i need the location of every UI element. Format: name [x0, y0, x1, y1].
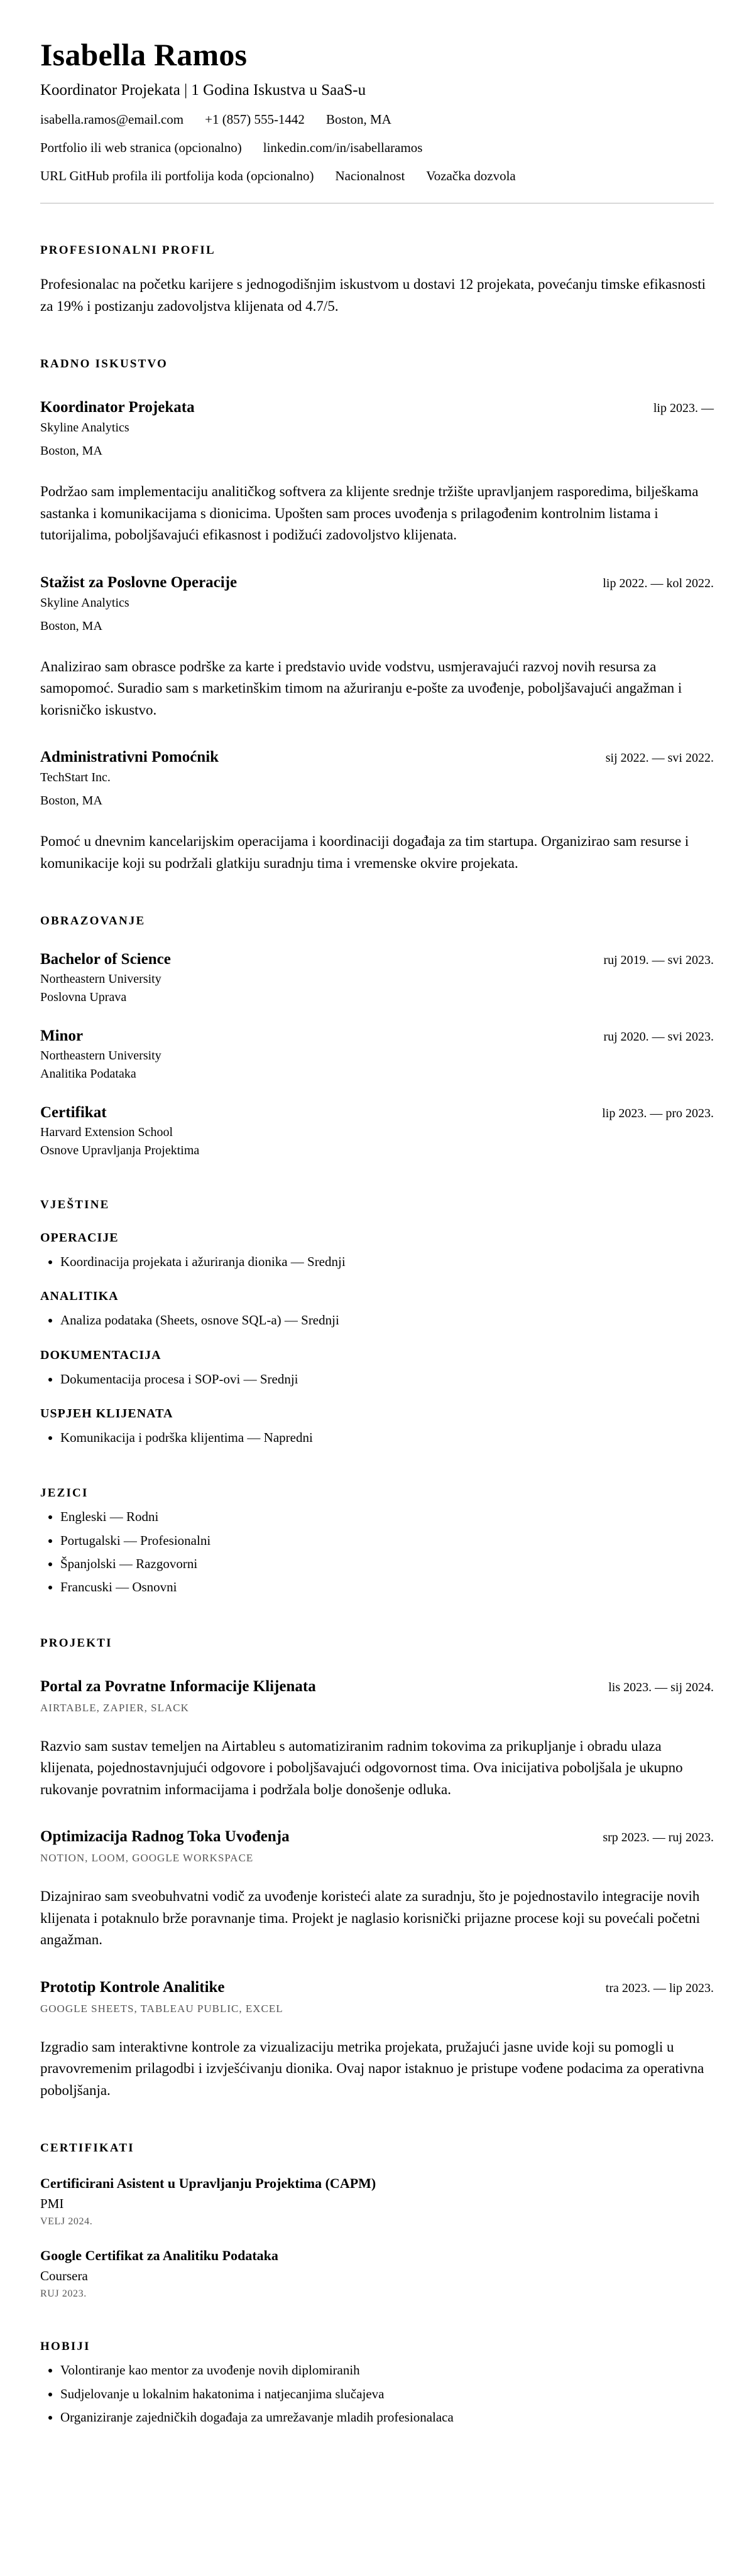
degree-title: Bachelor of Science — [40, 951, 171, 968]
project-dates: srp 2023. — ruj 2023. — [603, 1831, 714, 1845]
field-of-study: Poslovna Uprava — [40, 990, 127, 1004]
project-title: Optimizacija Radnog Toka Uvođenja — [40, 1828, 290, 1846]
language-item: • Portugalski — Profesionalni — [60, 1532, 714, 1549]
job-location: Boston, MA — [40, 619, 102, 633]
entry-head — [40, 1104, 714, 1122]
job-title: Koordinator Projekata — [40, 399, 195, 416]
job-title: Administrativni Pomoćnik — [40, 749, 219, 766]
degree-title: Minor — [40, 1027, 84, 1044]
hobby-item: • Sudjelovanje u lokalnim hakatonima i natjecanjima slučajeva — [60, 2385, 714, 2403]
certificate-title: Google Certifikat za Analitiku Podataka — [40, 2248, 278, 2264]
entry-head — [40, 1027, 714, 1045]
language-item: • Engleski — Rodni — [60, 1508, 714, 1525]
job-dates: lip 2023. — — [653, 401, 714, 415]
job-location: Boston, MA — [40, 794, 102, 808]
section-hobbies — [40, 2340, 714, 2426]
project-dates: lis 2023. — sij 2024. — [608, 1680, 714, 1694]
contact-row-2 — [40, 140, 714, 156]
person-name: Isabella Ramos — [40, 37, 248, 72]
job-company: Skyline Analytics — [40, 421, 129, 435]
skills-category — [40, 1231, 714, 1270]
language-item: • Francuski — Osnovni — [60, 1578, 714, 1596]
skill-item: • Analiza podataka (Sheets, osnove SQL-a) — Srednji — [60, 1311, 714, 1329]
certificate-entry — [40, 2248, 714, 2300]
skill-item: • Dokumentacija procesa i SOP-ovi — Srednji — [60, 1370, 714, 1388]
degree-dates: lip 2023. — pro 2023. — [602, 1107, 714, 1120]
entry-head — [40, 399, 714, 416]
experience-entry — [40, 749, 714, 874]
entry-head — [40, 1678, 714, 1696]
school-name: Harvard Extension School — [40, 1125, 173, 1139]
project-title: Portal za Povratne Informacije Klijenata — [40, 1677, 316, 1695]
phone-text: +1 (857) 555-1442 — [205, 112, 305, 127]
contact-row-1 — [40, 112, 714, 127]
job-title: Stažist za Poslovne Operacije — [40, 573, 238, 591]
skills-category-name: DOKUMENTACIJA — [40, 1348, 161, 1362]
education-entry — [40, 951, 714, 1005]
skills-list — [40, 1311, 714, 1329]
email-text: isabella.ramos@email.com — [40, 112, 184, 127]
section-languages — [40, 1486, 714, 1596]
skills-category — [40, 1348, 714, 1388]
certificate-date: RUJ 2023. — [40, 2288, 87, 2300]
section-certificates — [40, 2141, 714, 2300]
entry-head — [40, 749, 714, 766]
degree-title: Certifikat — [40, 1104, 107, 1121]
section-education — [40, 914, 714, 1158]
job-description: Podržao sam implementaciju analitičkog softvera za klijente srednje tržište upravljanjem rasporedima, bilješkama sastanka i komunikacijama s dionicima. Upošten sam proces uvođenja s prilagođenim kontrolnim listama i tutorijalima, poboljšavajući efikasnost i podižući zadovoljstvo klijenata. — [40, 484, 699, 543]
project-description: Izgradio sam interaktivne kontrole za vizualizaciju metrika projekata, pružajući jasne uvide koji su pomogli u pravovremenim prilagodbi i izvješćivanju dionika. Ovaj napor istaknuo je pristupe vođene podacima za operativna poboljšanja. — [40, 2038, 704, 2098]
nationality-text: Nacionalnost — [335, 168, 405, 183]
skills-category — [40, 1289, 714, 1329]
project-entry — [40, 1979, 714, 2102]
section-heading-skills: VJEŠTINE — [40, 1198, 110, 1211]
entry-head — [40, 574, 714, 592]
school-name: Northeastern University — [40, 972, 161, 986]
project-tools: AIRTABLE, ZAPIER, SLACK — [40, 1701, 189, 1714]
skills-list — [40, 1429, 714, 1446]
hobby-item: • Volontiranje kao mentor za uvođenje novih diplomiranih — [60, 2361, 714, 2379]
field-of-study: Analitika Podataka — [40, 1067, 136, 1081]
field-of-study: Osnove Upravljanja Projektima — [40, 1144, 200, 1157]
github-text: URL GitHub profila ili portfolija koda (opcionalno) — [40, 168, 314, 183]
project-entry — [40, 1828, 714, 1951]
entry-head — [40, 1979, 714, 1996]
degree-dates: ruj 2020. — svi 2023. — [603, 1030, 714, 1044]
skills-category — [40, 1407, 714, 1446]
hobbies-list — [40, 2361, 714, 2426]
job-description: Analizirao sam obrasce podrške za karte i predstavio uvide vodstvu, usmjeravajući razvoj novih resursa za samopomoć. Suradio sam s marketinškim timom na ažuriranju e-pošte za uvođenje, poboljšavajući angažman i korisničko iskustvo. — [40, 658, 682, 718]
hobby-item: • Organiziranje zajedničkih događaja za umrežavanje mladih profesionalaca — [60, 2408, 714, 2426]
portfolio-text: Portfolio ili web stranica (opcionalno) — [40, 140, 242, 155]
project-entry — [40, 1678, 714, 1801]
section-heading-hobbies: HOBIJI — [40, 2340, 90, 2354]
skills-list — [40, 1253, 714, 1270]
education-entry — [40, 1027, 714, 1081]
section-skills — [40, 1198, 714, 1446]
project-title: Prototip Kontrole Analitike — [40, 1978, 225, 1996]
skills-list — [40, 1370, 714, 1388]
project-tools: NOTION, LOOM, GOOGLE WORKSPACE — [40, 1852, 254, 1864]
contact-row-3 — [40, 168, 714, 184]
skills-category-name: ANALITIKA — [40, 1289, 119, 1304]
section-projects — [40, 1637, 714, 2102]
language-item: • Španjolski — Razgovorni — [60, 1555, 714, 1572]
section-heading-profile: PROFESIONALNI PROFIL — [40, 244, 216, 257]
section-heading-experience: RADNO ISKUSTVO — [40, 357, 168, 371]
linkedin-text: linkedin.com/in/isabellaramos — [263, 140, 423, 155]
profile-text: Profesionalac na početku karijere s jednogodišnjim iskustvom u dostavi 12 projekata, povećanju timske efikasnosti za 19% i postizanju zadovoljstva klijenata od 4.7/5. — [40, 276, 706, 314]
certificate-date: VELJ 2024. — [40, 2216, 93, 2227]
job-dates: lip 2022. — kol 2022. — [603, 576, 714, 590]
certificate-title: Certificirani Asistent u Upravljanju Projektima (CAPM) — [40, 2175, 376, 2192]
header — [40, 36, 714, 203]
skill-item: • Komunikacija i podrška klijentima — Napredni — [60, 1429, 714, 1446]
experience-entry — [40, 399, 714, 546]
education-entry — [40, 1104, 714, 1158]
section-heading-certificates: CERTIFIKATI — [40, 2141, 134, 2155]
job-company: TechStart Inc. — [40, 771, 111, 784]
skills-category-name: OPERACIJE — [40, 1231, 119, 1245]
location-text: Boston, MA — [325, 112, 391, 127]
degree-dates: ruj 2019. — svi 2023. — [603, 953, 714, 967]
entry-head — [40, 1828, 714, 1846]
project-tools: GOOGLE SHEETS, TABLEAU PUBLIC, EXCEL — [40, 2002, 283, 2015]
job-description: Pomoć u dnevnim kancelarijskim operacijama i koordinaciji događaja za tim startupa. Organizirao sam resurse i komunikacije koji su podržali glatkiju suradnju tima i vremenske okvire projekata. — [40, 833, 689, 871]
job-location: Boston, MA — [40, 444, 102, 458]
section-profile — [40, 244, 714, 317]
job-company: Skyline Analytics — [40, 595, 129, 610]
skill-item: • Koordinacija projekata i ažuriranja dionika — Srednji — [60, 1253, 714, 1270]
languages-list — [40, 1508, 714, 1596]
certificate-org: PMI — [40, 2196, 64, 2212]
section-heading-education: OBRAZOVANJE — [40, 914, 146, 928]
experience-entry — [40, 574, 714, 722]
section-heading-projects: PROJEKTI — [40, 1636, 112, 1650]
school-name: Northeastern University — [40, 1049, 161, 1063]
project-dates: tra 2023. — lip 2023. — [605, 1981, 714, 1995]
section-heading-languages: JEZICI — [40, 1486, 89, 1500]
person-title: Koordinator Projekata | 1 Godina Iskustva u SaaS-u — [40, 82, 366, 99]
certificate-entry — [40, 2175, 714, 2227]
project-description: Dizajnirao sam sveobuhvatni vodič za uvođenje koristeći alate za suradnju, što je pojednostavilo integracije novih klijenata i potaknulo brže poravnanje tima. Projekt je naglasio korisnički prijazne procese koji su povećali početni angažman. — [40, 1888, 701, 1948]
skills-category-name: USPJEH KLIJENATA — [40, 1407, 173, 1421]
certificate-org: Coursera — [40, 2268, 88, 2284]
drivers-license-text: Vozačka dozvola — [426, 168, 516, 183]
section-experience — [40, 357, 714, 874]
entry-head — [40, 951, 714, 968]
job-dates: sij 2022. — svi 2022. — [605, 751, 714, 765]
project-description: Razvio sam sustav temeljen na Airtableu s automatiziranim radnim tokovima za prikupljanje i obradu ulaza klijenata, pojednostavnjujući odgovore i poboljšavajući odgovornost tima. Ova inicijativa poboljšala je ukupno rukovanje povratnim informacijama i podržala bolje donošenje odluka. — [40, 1738, 683, 1797]
